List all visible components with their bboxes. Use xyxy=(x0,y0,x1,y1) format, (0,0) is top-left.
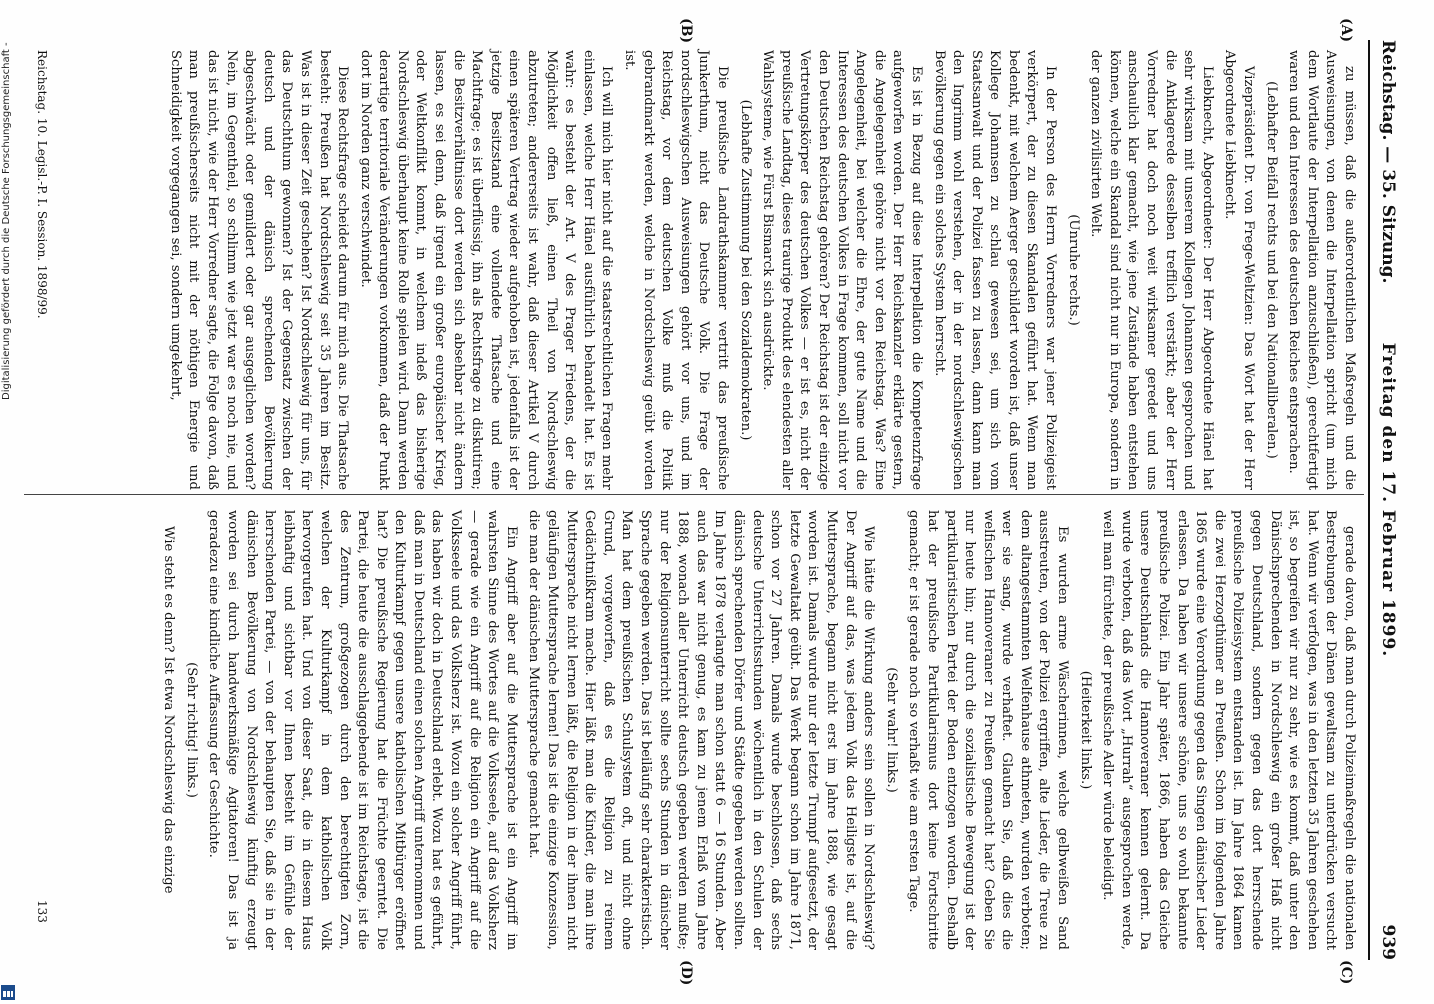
margin-letter-c: (C) xyxy=(1338,960,1354,985)
paragraph: Liebknecht, Abgeordneter: Der Herr Abgeordnete Hänel hat sehr wirksam mit unserem Kollegen Johannsen gesprochen und die Anklagerede desselben trefflich verstärkt; aber der Herr Vorredner hat doch noch weit wirksamer geredet und uns anschaulich klar gemacht, wie jene Zustände haben entstehen können, welche ein Skandal sind nicht nur in Europa, sondern in der ganzen zivilisirten Welt. xyxy=(1088,50,1215,490)
digitization-credit: Digitalisierung gefördert durch die Deutsche Forschungsgemeinschaft - xyxy=(1,42,12,400)
paragraph: Diese Rechtsfrage scheidet darum für mich aus. Die Thatsache besteht: Preußen hat Nordschleswig seit 35 Jahren im Besitz. Was ist in dieser Zeit geschehen? Ist Nordschleswig für uns, für das Deutschthum gewonnen? Ist der Gegensatz zwischen der deutsch und der dänisch sprechenden Bevölkerung abgeschwächt oder gemildert oder gar ausgeglichen worden? Nein, im Gegentheil, so schlimm wie jetzt war es noch nie, und das ist nicht, wie der Herr Vorredner sagte, die Folge davon, daß man preußischerseits nicht mit der nöthigen Energie und Schneidigkeit vorgegangen sei, sondern umgekehrt, xyxy=(167,50,351,490)
header-rule xyxy=(1368,40,1370,960)
paragraph: Ich will mich hier nicht auf die staatsrechtlichen Fragen mehr einlassen, welche Herr Hänel ausführlich behandelt hat. Es ist wahr: es besteht der Art. V des Prager Friedens, der die Möglichkeit offen ließ, einen Theil von Nordschleswig abzutreten; andererseits ist wahr, daß dieser Artikel V durch einen späteren Vertrag wieder aufgehoben ist, jedenfalls ist der jetzige Besitzstand eine vollendete Thatsache und eine Machtfrage; es ist überflüssig, ihn als Rechtsfrage zu diskutiren; die Besitzverhältnisse dort werden sich absehbar nicht ändern lassen, es sei denn, daß irgend ein großer europäischer Krieg, oder Weltkonflikt kommt, in welchem indeß das bisherige Nordschleswig überhaupt keine Rolle spielen wird. Dann werden derartige territoriale Veränderungen vorkommen, daß der Punkt dort im Norden ganz verschwindet. xyxy=(357,50,615,490)
dfg-logo-icon xyxy=(1,985,15,997)
page-number: 939 xyxy=(1378,924,1398,960)
right-column xyxy=(155,510,1358,950)
margin-letter-a: (A) xyxy=(1338,18,1354,43)
header-left: Reichstag. — 35. Sitzung. xyxy=(1378,40,1398,284)
paragraph: Ein Angriff aber auf die Muttersprache ist ein Angriff im wahrsten Sinne des Wortes auf die Volksseele, auf das Volksherz — gerade wie ein Angriff auf die Religion ein Angriff auf die Volksseele und das Volksherz ist. Wozu ein solcher Angriff führt, das haben wir doch in Deutschland erlebt. Wozu hat es geführt, daß man in Deutschland einen solchen Angriff unternommen und den Kulturkampf gegen unsere katholischen Mitbürger eröffnet hat? Die preußische Regierung hat die Früchte geerntet. Die Partei, die heute die ausschlaggebende ist im Reichstage, ist die des Zentrum, großgezogen durch den berechtigten Zorn, welchen der Kulturkampf in dem katholischen Volk hervorgerufen hat. Und von dieser Saat, die in diesem Haus leibhaftig und sichtbar vor Ihnen besteht im Gefühle der herrschenden Partei, — von der behaupten Sie, daß sie in der dänischen Bevölkerung von Nordschleswig künftig erzeugt worden sei durch handwerksmäßige Agitatoren! Das ist ja geradezu eine kindliche Auffassung der Geschichte. xyxy=(206,510,519,950)
interjection: (Unruhe rechts.) xyxy=(1065,214,1081,326)
margin-letter-d: (D) xyxy=(678,960,694,986)
running-header xyxy=(1372,40,1398,960)
paragraph: In der Person des Herrn Vorredners war jener Polizeigeist verkörpert, der zu diesen Skandalen geführt hat. Wenn man bedenkt, mit welchem Aerger geschildert worden ist, daß unser Kollege Johannsen zu schlau gewesen sei, um sich vom Staatsanwalt und der Polizei fassen zu lassen, dann kann man den Ingrimm wohl verstehen, der in der nordschleswigschen Bevölkerung gegen ein solches System herrscht. xyxy=(931,50,1059,490)
interjection: (Sehr wahr! links.) xyxy=(883,667,899,793)
paragraph: Die preußische Landrathskammer vertritt das preußische Junkerthum, nicht das Deutsche Volk. Die Frage der nordschleswigschen Ausweisungen gehört vor uns, und im Reichstag, vor dem deutschen Volke muß die Politik gebrandmarkt werden, welche in Nordschleswig geübt worden ist. xyxy=(622,50,730,490)
header-date: Freitag den 17. Februar 1899. xyxy=(1378,342,1398,658)
paragraph: Wie hätte die Wirkung anders sein sollen in Nordschleswig? Der Angriff auf das, was jedem Volk das Heiligste ist, auf die Muttersprache, begann nicht erst im Jahre 1888, wie gesagt worden ist. Damals wurde nur der letzte Trumpf aufgesetzt, der letzte Gewaltakt geübt. Das Werk begann schon im Jahre 1871, schon vor 27 Jahren. Damals wurde beschlossen, daß sechs deutsche Unterrichtsstunden wöchentlich in den Schulen der dänisch sprechenden Dörfer und Städte gegeben werden sollten. Im Jahre 1878 verlangte man schon statt 6 — 16 Stunden. Aber auch das war nicht genug, es kam zu jenem Erlaß vom Jahre 1888, wonach aller Unterricht deutsch gegeben werden mußte; nur der Religionsunterricht sollte sechs Stunden in dänischer Sprache gegeben werden. Das ist beiläufig sehr charakteristisch. Man hat dem preußischen Schulsystem oft, und nicht ohne Grund, vorgeworfen, daß es die Religion zu reinem Gedächtnißkram mache. Hier läßt man die Kinder, die man ihre Muttersprache nicht lernen läßt, die Religion in der ihnen nicht geläufigen Muttersprache lernen! Das ist die einzige Konzession, die man der dänischen Muttersprache gemacht hat. xyxy=(526,510,877,950)
margin-letter-b: (B) xyxy=(678,18,694,44)
footer-sheet-number: 133 xyxy=(35,900,49,923)
interjection: (Sehr richtig! links.) xyxy=(183,662,199,798)
interjection: (Lebhafte Zustimmung bei den Sozialdemokraten.) xyxy=(737,99,753,441)
paragraph: gerade davon, daß man durch Polizeimaßregeln die nationalen Bestrebungen der Dänen gewaltsam zu unterdrücken versucht hat. Wenn wir verfolgen, was in den letzten 35 Jahren geschehen ist, so begreifen wir nur zu sehr, wie es kommt, daß unter den Dänischsprechenden in Nordschleswig ein großer Haß nicht gegen Deutschland, sondern gegen das dort herrschende preußische Polizeisystem entstanden ist. Im Jahre 1864 kamen die zwei Herzogthümer an Preußen. Schon im folgenden Jahre 1865 wurde eine Verordnung gegen das Singen dänischer Lieder erlassen. Da haben wir unsere schöne, uns so wohl bekannte preußische Polizei. Ein Jahr später, 1866, haben das Gleiche unsere Deutschlands die Hannoveraner kennen gelernt. Da wurde verboten, daß das Wort „Hurrah“ ausgesprochen werde, weil man fürchtete, der preußische Adler würde beleidigt. xyxy=(1100,510,1357,950)
footer-session: Reichstag. 10. Legisl.-P. I. Session. 1898/99. xyxy=(35,50,49,319)
interjection: (Lebhafter Beifall rechts und bei den Nationalliberalen.) xyxy=(1263,81,1279,459)
paragraph: Es wurden arme Wäscherinnen, welche gelbweißen Sand ausstreuten, von der Polizei ergriffen, alte Lieder, die Treue zu dem altangestammten Welfenhause athmeten, wurden verboten; wer sie sang, wurde verhaftet. Glauben Sie, daß dies die welfischen Hannoveraner zu Preußen gemacht hat? Geben Sie nur heute hin; nur durch die sozialistische Bewegung ist der partikularistischen Partei der Boden entzogen worden. Deshalb hat der preußische Partikularismus dort keine Fortschritte gemacht; er ist gerade noch so verhaßt wie am ersten Tage. xyxy=(906,510,1071,950)
column-divider xyxy=(24,494,1364,495)
interjection: (Heiterkeit links.) xyxy=(1077,670,1093,790)
paragraph: Wie steht es denn? Ist etwa Nordschleswig das einzige xyxy=(161,526,177,894)
left-column xyxy=(161,50,1358,490)
paragraph: zu müssen, daß die außerordentlichen Maßregeln und die Ausweisungen, von denen die Interpellation spricht (um mich dem Wortlaute der Interpellation anzuschließen), gerechtfertigt waren und den Interessen des deutschen Reiches entsprachen. xyxy=(1286,50,1357,490)
paragraph: Es ist in Bezug auf diese Interpellation die Kompetenzfrage aufgeworfen worden. Der Herr Reichskanzler erklärte gestern, die Angelegenheit gehöre nicht vor den Reichstag. Was? Eine Angelegenheit, bei welcher die Ehre, der gute Name und die Interessen des deutschen Volkes in Frage kommen, soll nicht vor den Deutschen Reichstag gehören? Der Reichstag ist der einzige Vertretungskörper des deutschen Volkes — er ist es, nicht der preußische Landtag, dieses traurige Produkt des elendesten aller Wahlsysteme, wie Fürst Bismarck sich ausdrückte. xyxy=(760,50,924,490)
paragraph: Vizepräsident Dr. von Frege-Weltzien: Das Wort hat der Herr Abgeordnete Liebknecht. xyxy=(1222,50,1257,490)
